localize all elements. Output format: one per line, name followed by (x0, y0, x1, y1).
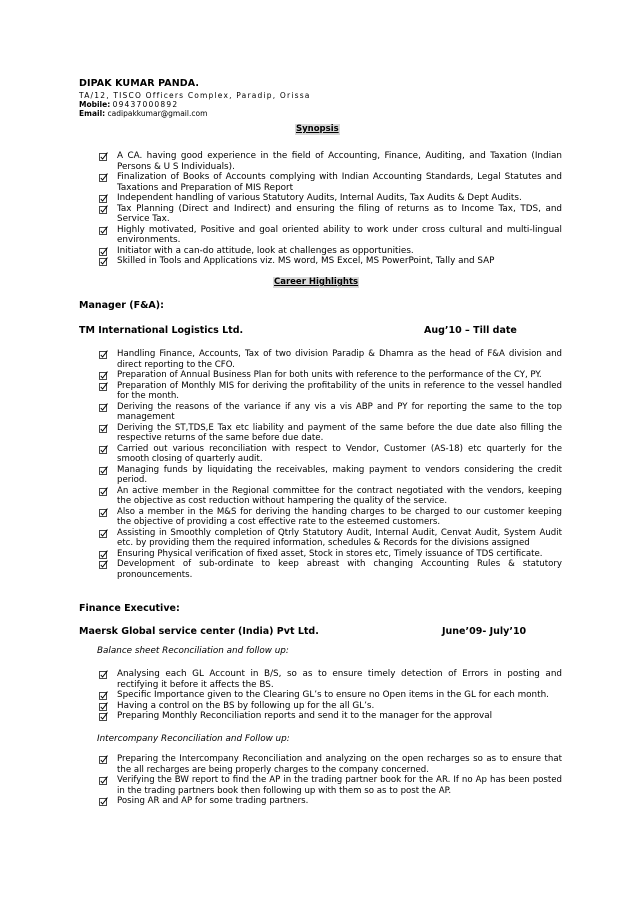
intercompany-item (99, 796, 562, 807)
role1-duty-item (99, 549, 562, 560)
checkbox-bullet-icon (99, 670, 108, 679)
balance-sheet-item (99, 669, 562, 690)
role1-duty-item (99, 507, 562, 528)
synopsis-item (99, 193, 562, 204)
synopsis-item (99, 256, 562, 267)
checkbox-bullet-icon (99, 247, 108, 256)
candidate-name: DIPAK KUMAR PANDA. (79, 78, 200, 89)
role1-duty-item (99, 402, 562, 423)
checkbox-bullet-icon (99, 691, 108, 700)
synopsis-item (99, 151, 562, 172)
role1-duty-item-text: An active member in the Regional committee for the contract negotiated with the vendors, keeping the objective as cost reduction without hampering the quality of the service. (117, 485, 562, 506)
checkbox-bullet-icon (99, 152, 108, 161)
role1-duty-item-text: Assisting in Smoothly completion of Qtrly Statutory Audit, Internal Audit, Cenvat Audit, System Audit etc. by providing them the required information, schedules & Records for the divisions assigned (117, 527, 562, 548)
checkbox-bullet-icon (99, 403, 108, 412)
synopsis-item (99, 204, 562, 225)
role1-duty-item-text: Preparation of Annual Business Plan for both units with reference to the performance of the CY, PY. (117, 370, 542, 380)
role1-duty-item (99, 528, 562, 549)
checkbox-bullet-icon (99, 487, 108, 496)
intercompany-item-text: Posing AR and AP for some trading partners. (117, 796, 309, 806)
role1-duty-item-text: Development of sub-ordinate to keep abreast with changing Accounting Rules & statutory pronouncements. (117, 559, 562, 580)
mobile-label: Mobile: (79, 100, 111, 109)
role1-duty-item-text: Deriving the reasons of the variance if any vis a vis ABP and PY for reporting the same to the top management (117, 401, 562, 422)
balance-sheet-item-text: Analysing each GL Account in B/S, so as to ensure timely detection of Errors in posting and rectifying it before it affects the BS. (117, 669, 562, 690)
checkbox-bullet-icon (99, 755, 108, 764)
role1-duties-list (99, 349, 562, 580)
mobile-line (79, 100, 178, 109)
balance-sheet-item (99, 711, 562, 722)
role1-duty-item-text: Handling Finance, Accounts, Tax of two division Paradip & Dhamra as the head of F&A division and direct reporting to the CFO. (117, 349, 562, 370)
email-address: cadipakkumar@gmail.com (107, 109, 208, 118)
role2-subheading-intercompany: Intercompany Reconciliation and Follow up: (97, 734, 290, 744)
role2-intercompany-list (99, 754, 562, 807)
synopsis-item (99, 225, 562, 246)
role1-duty-item (99, 349, 562, 370)
synopsis-item (99, 172, 562, 193)
synopsis-item-text: Initiator with a can-do attitude, look at challenges as opportunities. (117, 245, 414, 256)
role1-duty-item (99, 559, 562, 580)
email-line (79, 109, 207, 118)
mobile-number: 09437000892 (112, 100, 179, 109)
career-highlights-heading: Career Highlights (274, 277, 359, 287)
role2-title: Finance Executive: (79, 603, 180, 614)
intercompany-item-text: Preparing the Intercompany Reconciliation and analyzing on the open recharges so as to ensure that the all recharges are being properly charges to the company concerned. (117, 754, 562, 775)
checkbox-bullet-icon (99, 797, 108, 806)
role1-dates: Aug’10 – Till date (424, 325, 517, 336)
role1-duty-item-text: Managing funds by liquidating the receivables, making payment to vendors considering the credit period. (117, 464, 562, 485)
role2-balance-sheet-list (99, 669, 562, 722)
balance-sheet-item (99, 701, 562, 712)
role1-company: TM International Logistics Ltd. (79, 325, 244, 336)
role1-duty-item (99, 465, 562, 486)
checkbox-bullet-icon (99, 508, 108, 517)
role1-duty-item (99, 423, 562, 444)
synopsis-item (99, 246, 562, 257)
role1-duty-item-text: Carried out various reconciliation with respect to Vendor, Customer (AS-18) etc quarterly for the smooth closing of quarterly audit. (117, 443, 562, 464)
synopsis-item-text: Highly motivated, Positive and goal oriented ability to work under cross cultural and multi-lingual environments. (117, 224, 562, 245)
role2-dates: June’09- July’10 (442, 626, 527, 637)
role1-duty-item (99, 370, 562, 381)
intercompany-item-text: Verifying the BW report to find the AP in the trading partner book for the AR. If no Ap has been posted in the trading partners book then following up with them so as to post the AP. (117, 775, 562, 796)
checkbox-bullet-icon (99, 371, 108, 380)
synopsis-item-text: Tax Planning (Direct and Indirect) and ensuring the filing of returns as to Income Tax, TDS, and Service Tax. (117, 203, 562, 224)
synopsis-item-text: Skilled in Tools and Applications viz. MS word, MS Excel, MS PowerPoint, Tally and SAP (117, 256, 495, 266)
checkbox-bullet-icon (99, 712, 108, 721)
intercompany-item (99, 754, 562, 775)
role1-duty-item-text: Also a member in the M&S for deriving the handing charges to be charged to our customer keeping the objective of providing a cost effective rate to the esteemed customers. (117, 506, 562, 527)
synopsis-item-text: A CA. having good experience in the field of Accounting, Finance, Auditing, and Taxation (Indian Persons & U S Individuals). (117, 151, 562, 172)
checkbox-bullet-icon (99, 560, 108, 569)
role1-duty-item-text: Preparation of Monthly MIS for deriving the profitability of the units in reference to the vessel handled for the month. (117, 380, 562, 401)
synopsis-item-text: Finalization of Books of Accounts complying with Indian Accounting Standards, Legal Statutes and Taxations and Preparation of MIS Report (117, 172, 562, 193)
checkbox-bullet-icon (99, 445, 108, 454)
balance-sheet-item-text: Having a control on the BS by following up for the all GL’s. (117, 700, 375, 711)
synopsis-list (99, 151, 562, 267)
role1-duty-item (99, 444, 562, 465)
checkbox-bullet-icon (99, 226, 108, 235)
role1-title: Manager (F&A): (79, 300, 164, 311)
checkbox-bullet-icon (99, 424, 108, 433)
checkbox-bullet-icon (99, 173, 108, 182)
synopsis-item-text: Independent handling of various Statutory Audits, Internal Audits, Tax Audits & Dept Audits. (117, 193, 522, 203)
role1-duty-item-text: Ensuring Physical verification of fixed asset, Stock in stores etc, Timely issuance of TDS certificate. (117, 548, 543, 559)
role2-company: Maersk Global service center (India) Pvt Ltd. (79, 626, 319, 637)
checkbox-bullet-icon (99, 194, 108, 203)
checkbox-bullet-icon (99, 702, 108, 711)
checkbox-bullet-icon (99, 350, 108, 359)
balance-sheet-item (99, 690, 562, 701)
checkbox-bullet-icon (99, 257, 108, 266)
checkbox-bullet-icon (99, 466, 108, 475)
address: TA/12, TISCO Officers Complex, Paradip, Orissa (79, 91, 311, 100)
checkbox-bullet-icon (99, 382, 108, 391)
checkbox-bullet-icon (99, 529, 108, 538)
balance-sheet-item-text: Specific Importance given to the Clearing GL’s to ensure no Open items in the GL for each month. (117, 690, 549, 700)
role1-duty-item-text: Deriving the ST,TDS,E Tax etc liability and payment of the same before the due date also filling the respective returns of the same before due date. (117, 422, 562, 443)
synopsis-heading: Synopsis (296, 124, 339, 134)
checkbox-bullet-icon (99, 550, 108, 559)
intercompany-item (99, 775, 562, 796)
role2-subheading-balance-sheet: Balance sheet Reconciliation and follow up: (97, 646, 289, 656)
checkbox-bullet-icon (99, 776, 108, 785)
email-label: Email: (79, 109, 106, 118)
role1-duty-item (99, 381, 562, 402)
role1-duty-item (99, 486, 562, 507)
checkbox-bullet-icon (99, 205, 108, 214)
balance-sheet-item-text: Preparing Monthly Reconciliation reports and send it to the manager for the approval (117, 711, 493, 721)
